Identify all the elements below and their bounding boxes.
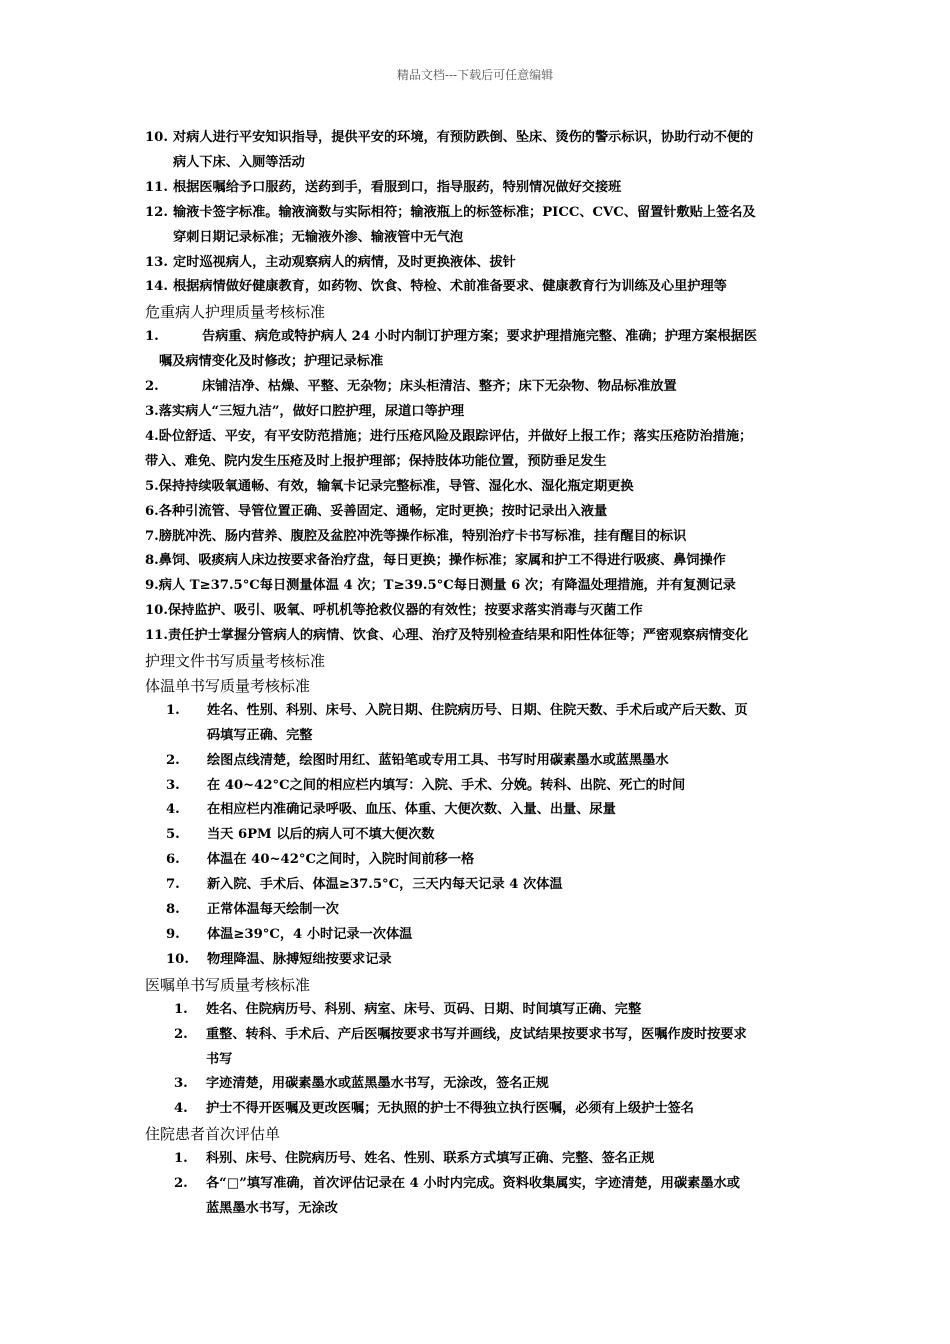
list-item: [145, 549, 813, 574]
list-item-text: 在 40~42°C之间的相应栏内填写：入院、手术、分娩。转科、出院、死亡的时间: [207, 777, 686, 793]
list-item-text: 9.病人 T≥37.5°C每日测量体温 4 次；T≥39.5°C每日测量 6 次；有降温处理措施，并有复测记录: [145, 578, 736, 594]
list-item-text: 物理降温、脉搏短绌按要求记录: [207, 951, 392, 967]
list-item: [145, 923, 813, 948]
heading-critical-care: 危重病人护理质量考核标准: [145, 303, 326, 322]
list-item-number: 1.: [174, 1001, 188, 1017]
list-item-text: 绘图点线清楚，绘图时用红、蓝铅笔或专用工具、书写时用碳素墨水或蓝黑墨水: [207, 752, 669, 768]
list-item-number: 10.: [145, 130, 168, 145]
list-item: [145, 873, 813, 898]
list-item: [145, 251, 813, 276]
list-item: [145, 1023, 813, 1073]
list-item: [145, 500, 813, 525]
critical-care-numbered-list: [145, 325, 813, 400]
critical-care-list: [145, 400, 813, 649]
list-item: [145, 823, 813, 848]
list-item: [145, 176, 813, 201]
list-item-number: 2.: [145, 379, 159, 395]
list-item: [145, 375, 813, 400]
list-item-number: 8.: [166, 902, 180, 918]
list-item: [145, 798, 813, 823]
list-item-text: 各“□”填写准确，首次评估记录在 4 小时内完成。资料收集属实，字迹清楚，用碳素墨水或 蓝黑墨水书写，无涂改: [206, 1176, 740, 1216]
list-item-text: 4.卧位舒适、平安，有平安防范措施；进行压疮风险及跟踪评估，并做好上报工作；落实压疮防治措施； 带入、难免、院内发生压疮及时上报护理部；保持肢体功能位置，预防垂足发生: [145, 428, 753, 469]
list-item: [145, 599, 813, 624]
nursing-list-top: [145, 126, 813, 300]
temperature-chart-list: [145, 699, 813, 973]
list-item-number: 2.: [166, 752, 180, 768]
list-item-text: 7.膀胱冲洗、肠内营养、腹腔及盆腔冲洗等操作标准，特别治疗卡书写标准，挂有醒目的标识: [145, 528, 687, 544]
list-item-text: 体温在 40~42°C之间时，入院时间前移一格: [207, 852, 475, 868]
list-item-text: 姓名、住院病历号、科别、病室、床号、页码、日期、时间填写正确、完整: [206, 1001, 642, 1017]
first-assessment-list: [145, 1147, 813, 1222]
list-item-text: 10.保持监护、吸引、吸氧、呼机机等抢救仪器的有效性；按要求落实消毒与灭菌工作: [145, 603, 643, 619]
list-item-number: 9.: [166, 927, 180, 942]
list-item: [145, 400, 813, 425]
list-item-number: 3.: [166, 777, 180, 793]
list-item-text: 告病重、病危或特护病人 24 小时内制订护理方案；要求护理措施完整、准确；护理方案根据医: [202, 329, 758, 345]
list-item-number: 14.: [145, 279, 168, 295]
list-item-text: 3.落实病人“三短九洁”，做好口腔护理，尿道口等护理: [145, 403, 465, 419]
list-item-number: 1.: [174, 1151, 188, 1167]
heading-nursing-documents: 护理文件书写质量考核标准: [145, 652, 326, 671]
list-item-text: 根据医嘱给予口服药，送药到手，看服到口，指导服药，特别情况做好交接班: [173, 179, 622, 195]
list-item-number: 11.: [145, 179, 168, 195]
list-item: [145, 425, 813, 475]
page-header: 精品文档---下载后可任意编辑: [396, 68, 554, 82]
list-item-number: 2.: [174, 1026, 188, 1042]
list-item-number: 7.: [166, 877, 180, 893]
document-body: [145, 126, 813, 1222]
list-item-number: 1.: [145, 329, 159, 345]
list-item-number: 10.: [166, 951, 189, 967]
list-item: [145, 699, 813, 749]
list-item: [145, 898, 813, 923]
list-item: [145, 1147, 813, 1172]
list-item-text: 嘱及病情变化及时修改；护理记录标准: [159, 354, 384, 370]
list-item-text: 正常体温每天绘制一次: [207, 902, 339, 918]
list-item: [145, 774, 813, 799]
heading-first-assessment: 住院患者首次评估单: [145, 1125, 281, 1144]
list-item: [145, 475, 813, 500]
list-item: [145, 525, 813, 550]
list-item: [145, 749, 813, 774]
list-item: [145, 998, 813, 1023]
list-item-number: 12.: [145, 204, 168, 220]
list-item-number: 2.: [174, 1176, 188, 1192]
list-item: [145, 350, 813, 375]
list-item: [145, 848, 813, 873]
list-item-text: 姓名、性别、科别、床号、入院日期、住院病历号、日期、住院天数、手术后或产后天数、页 码填写正确、完整: [207, 702, 748, 743]
list-item-text: 输液卡签字标准。输液滴数与实际相符；输液瓶上的标签标准；PICC、CVC、留置针敷贴上签名及 穿刺日期记录标准；无输液外渗、输液管中无气泡: [173, 204, 756, 245]
list-item: [145, 1172, 813, 1222]
list-item: [145, 948, 813, 973]
list-item-number: 4.: [174, 1101, 188, 1117]
list-item-text: 床铺洁净、枯燥、平整、无杂物；床头柜清洁、整齐；床下无杂物、物品标准放置: [202, 379, 677, 395]
list-item-text: 11.责任护士掌握分管病人的病情、饮食、心理、治疗及特别检查结果和阳性体征等；严密观察病情变化: [145, 628, 749, 644]
list-item: [145, 624, 813, 649]
list-item: [145, 126, 813, 176]
heading-temperature-chart: 体温单书写质量考核标准: [145, 676, 311, 695]
list-item-text: 根据病情做好健康教育，如药物、饮食、特检、术前准备要求、健康教育行为训练及心里护理等: [173, 279, 727, 295]
list-item-text: 对病人进行平安知识指导，提供平安的环境，有预防跌倒、坠床、烫伤的警示标识，协助行动不便的 病人下床、入厕等活动: [173, 130, 754, 170]
list-item: [145, 201, 813, 251]
list-item-number: 3.: [174, 1076, 188, 1092]
list-item-text: 护士不得开医嘱及更改医嘱；无执照的护士不得独立执行医嘱，必须有上级护士签名: [206, 1101, 694, 1117]
list-item-text: 在相应栏内准确记录呼吸、血压、体重、大便次数、入量、出量、尿量: [207, 802, 616, 818]
list-item-number: [145, 350, 159, 375]
heading-medical-orders: 医嘱单书写质量考核标准: [145, 975, 311, 994]
list-item-number: 6.: [166, 852, 180, 868]
list-item-text: 8.鼻饲、吸痰病人床边按要求备治疗盘，每日更换；操作标准；家属和护工不得进行吸痰、鼻饲操作: [145, 553, 726, 569]
list-item-number: 4.: [166, 802, 180, 818]
list-item: [145, 275, 813, 300]
list-item-number: 13.: [145, 254, 168, 270]
list-item: [145, 1097, 813, 1122]
list-item-number: 1.: [166, 702, 180, 718]
list-item-number: 5.: [166, 827, 180, 843]
list-item: [145, 574, 813, 599]
list-item-text: 定时巡视病人，主动观察病人的病情，及时更换液体、拔针: [173, 254, 516, 270]
list-item-text: 5.保持持续吸氧通畅、有效，输氧卡记录完整标准，导管、湿化水、湿化瓶定期更换: [145, 478, 634, 494]
list-item: [145, 1072, 813, 1097]
list-item-text: 新入院、手术后、体温≥37.5°C，三天内每天记录 4 次体温: [207, 877, 563, 893]
list-item-text: 体温≥39°C，4 小时记录一次体温: [207, 927, 413, 942]
medical-orders-list: [145, 998, 813, 1123]
list-item-text: 科别、床号、住院病历号、姓名、性别、联系方式填写正确、完整、签名正规: [206, 1151, 655, 1167]
list-item-text: 6.各种引流管、导管位置正确、妥善固定、通畅，定时更换；按时记录出入液量: [145, 503, 608, 519]
list-item-text: 重整、转科、手术后、产后医嘱按要求书写并画线，皮试结果按要求书写，医嘱作废时按要求 书写: [206, 1026, 747, 1067]
list-item-text: 字迹清楚，用碳素墨水或蓝黑墨水书写，无涂改，签名正规: [206, 1076, 549, 1092]
list-item-text: 当天 6PM 以后的病人可不填大便次数: [207, 827, 435, 843]
list-item: [145, 325, 813, 350]
